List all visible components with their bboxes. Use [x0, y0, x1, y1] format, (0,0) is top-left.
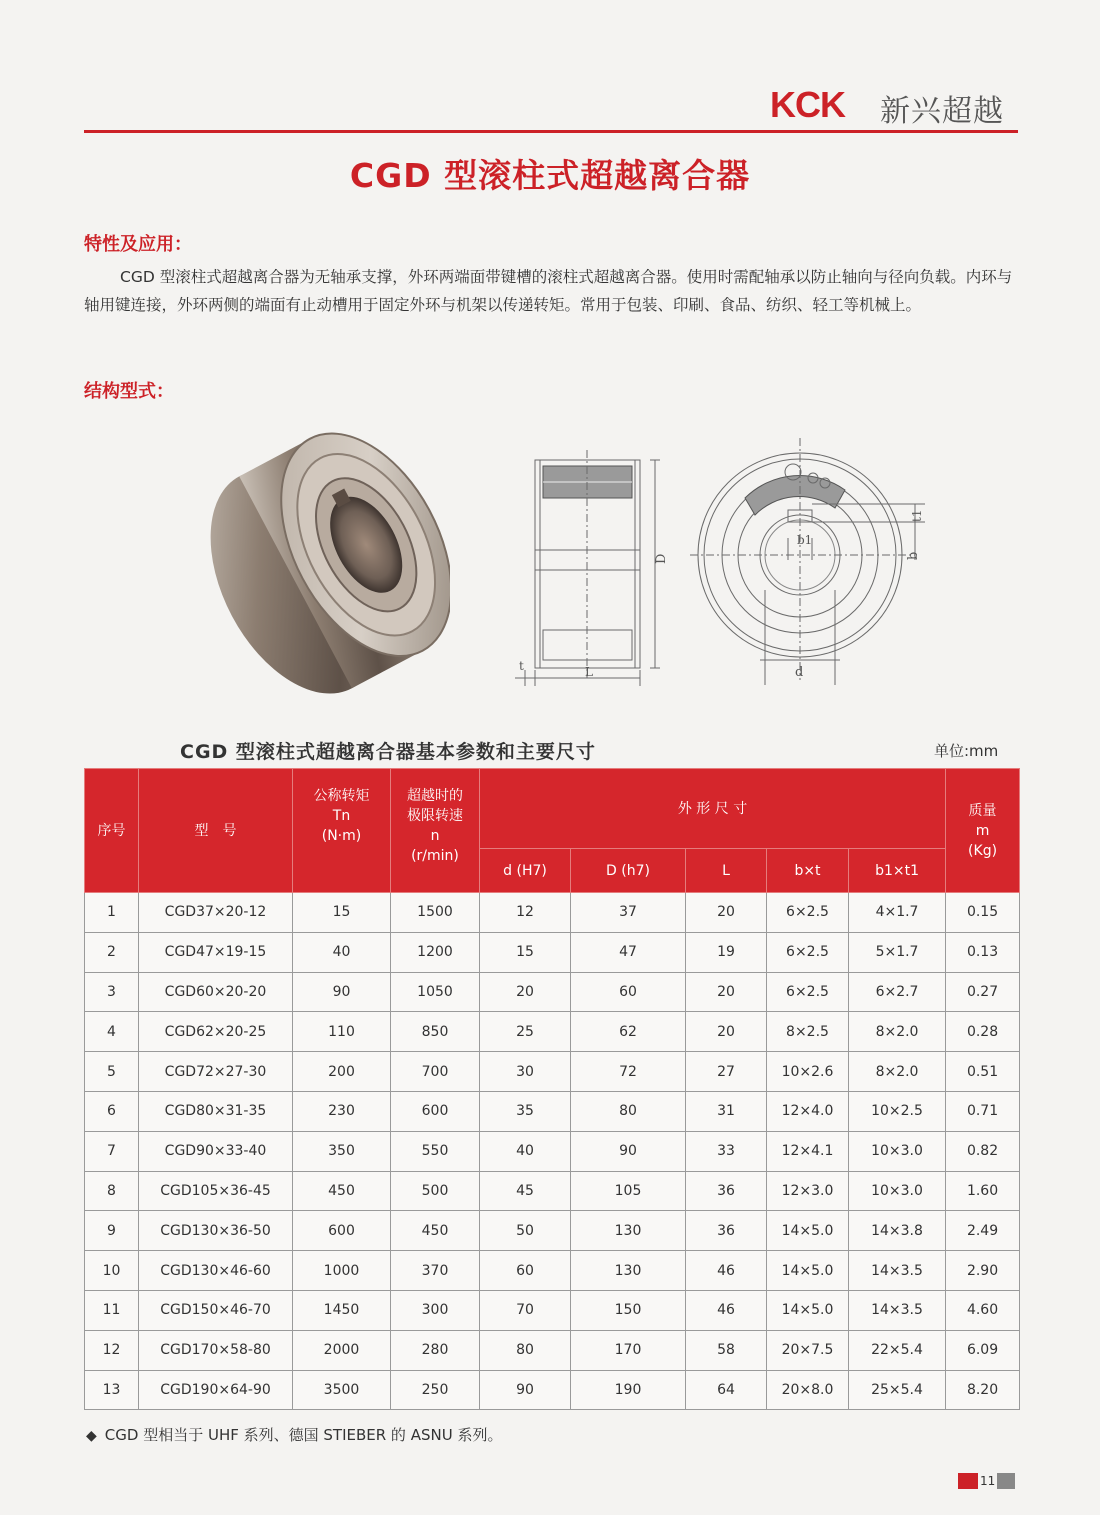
- table-cell: 700: [391, 1052, 480, 1092]
- table-cell: 80: [571, 1091, 686, 1131]
- table-cell: 850: [391, 1012, 480, 1052]
- table-row: [85, 1052, 1020, 1092]
- table-cell: CGD130×46-60: [139, 1251, 293, 1291]
- table-cell: 6×2.5: [767, 932, 849, 972]
- table-cell: 2000: [293, 1330, 391, 1370]
- header-bxt: b×t: [767, 849, 849, 893]
- header-dimensions: 外 形 尺 寸: [480, 769, 946, 849]
- table-cell: 250: [391, 1370, 480, 1410]
- table-cell: 5×1.7: [849, 932, 946, 972]
- table-cell: 45: [480, 1171, 571, 1211]
- table-cell: CGD37×20-12: [139, 893, 293, 933]
- table-cell: 35: [480, 1091, 571, 1131]
- page-number: 11: [958, 1473, 1015, 1489]
- brand-name: 新兴超越: [880, 94, 1004, 129]
- table-row: [85, 1091, 1020, 1131]
- table-cell: 80: [480, 1330, 571, 1370]
- table-cell: 60: [480, 1251, 571, 1291]
- table-row: [85, 932, 1020, 972]
- table-cell: CGD47×19-15: [139, 932, 293, 972]
- table-cell: 190: [571, 1370, 686, 1410]
- table-cell: CGD80×31-35: [139, 1091, 293, 1131]
- header-seq: 序号: [85, 769, 139, 893]
- label-D: D: [654, 553, 669, 564]
- table-cell: 20: [686, 893, 767, 933]
- table-cell: CGD190×64-90: [139, 1370, 293, 1410]
- table-cell: 14×5.0: [767, 1251, 849, 1291]
- header-rule: [84, 130, 1018, 133]
- table-cell: 2.90: [946, 1251, 1020, 1291]
- table-cell: 450: [391, 1211, 480, 1251]
- features-heading: 特性及应用：: [84, 234, 192, 255]
- table-cell: 64: [686, 1370, 767, 1410]
- table-cell: 33: [686, 1131, 767, 1171]
- table-row: [85, 1370, 1020, 1410]
- table-cell: 15: [480, 932, 571, 972]
- table-cell: 0.27: [946, 972, 1020, 1012]
- footnote-bullet: ◆: [86, 1428, 97, 1444]
- table-row: [85, 1251, 1020, 1291]
- table-cell: 105: [571, 1171, 686, 1211]
- table-row: [85, 1330, 1020, 1370]
- table-cell: 90: [293, 972, 391, 1012]
- table-cell: 370: [391, 1251, 480, 1291]
- table-cell: 8: [85, 1171, 139, 1211]
- table-cell: 2: [85, 932, 139, 972]
- table-cell: 200: [293, 1052, 391, 1092]
- table-cell: CGD90×33-40: [139, 1131, 293, 1171]
- unit-note: 单位:mm: [934, 742, 999, 760]
- header-L: L: [686, 849, 767, 893]
- table-cell: 1200: [391, 932, 480, 972]
- table-cell: 170: [571, 1330, 686, 1370]
- table-cell: 6×2.5: [767, 972, 849, 1012]
- table-cell: CGD170×58-80: [139, 1330, 293, 1370]
- table-cell: 300: [391, 1290, 480, 1330]
- table-cell: 12×4.1: [767, 1131, 849, 1171]
- table-cell: 14×5.0: [767, 1290, 849, 1330]
- table-cell: 37: [571, 893, 686, 933]
- table-cell: 1500: [391, 893, 480, 933]
- table-cell: 600: [391, 1091, 480, 1131]
- table-cell: 14×5.0: [767, 1211, 849, 1251]
- table-cell: 12×4.0: [767, 1091, 849, 1131]
- table-cell: 7: [85, 1131, 139, 1171]
- structure-drawing: [505, 430, 945, 690]
- table-cell: 500: [391, 1171, 480, 1211]
- table-cell: 20: [686, 1012, 767, 1052]
- table-cell: 58: [686, 1330, 767, 1370]
- header-torque: 公称转矩 Tn (N·m): [293, 769, 391, 893]
- table-cell: 600: [293, 1211, 391, 1251]
- header-b1xt1: b1×t1: [849, 849, 946, 893]
- table-cell: 2.49: [946, 1211, 1020, 1251]
- table-cell: CGD150×46-70: [139, 1290, 293, 1330]
- table-cell: 62: [571, 1012, 686, 1052]
- table-cell: 25×5.4: [849, 1370, 946, 1410]
- table-cell: 4×1.7: [849, 893, 946, 933]
- table-cell: 12: [480, 893, 571, 933]
- header-d: d (H7): [480, 849, 571, 893]
- header-mass: 质量 m (Kg): [946, 769, 1020, 893]
- label-L: L: [585, 665, 593, 679]
- table-cell: 14×3.5: [849, 1251, 946, 1291]
- table-cell: 6×2.5: [767, 893, 849, 933]
- table-cell: 14×3.5: [849, 1290, 946, 1330]
- footnote: [86, 1424, 502, 1445]
- label-b1: b1: [797, 533, 813, 547]
- table-cell: 31: [686, 1091, 767, 1131]
- table-cell: 11: [85, 1290, 139, 1330]
- table-cell: 10: [85, 1251, 139, 1291]
- table-cell: 19: [686, 932, 767, 972]
- table-cell: 20: [686, 972, 767, 1012]
- table-cell: 40: [480, 1131, 571, 1171]
- table-cell: 8×2.0: [849, 1052, 946, 1092]
- table-cell: 12: [85, 1330, 139, 1370]
- table-cell: 20×7.5: [767, 1330, 849, 1370]
- table-cell: 3: [85, 972, 139, 1012]
- table-cell: 36: [686, 1211, 767, 1251]
- table-cell: 0.71: [946, 1091, 1020, 1131]
- table-cell: 72: [571, 1052, 686, 1092]
- table-cell: 1: [85, 893, 139, 933]
- table-cell: 30: [480, 1052, 571, 1092]
- table-cell: 110: [293, 1012, 391, 1052]
- table-cell: 6: [85, 1091, 139, 1131]
- table-cell: 22×5.4: [849, 1330, 946, 1370]
- footnote-text: CGD 型相当于 UHF 系列、德国 STIEBER 的 ASNU 系列。: [104, 1426, 503, 1444]
- table-cell: 20×8.0: [767, 1370, 849, 1410]
- table-row: [85, 1211, 1020, 1251]
- table-cell: 8.20: [946, 1370, 1020, 1410]
- table-cell: 6×2.7: [849, 972, 946, 1012]
- table-cell: 10×3.0: [849, 1131, 946, 1171]
- clutch-photo: [180, 410, 450, 700]
- table-cell: 5: [85, 1052, 139, 1092]
- table-cell: 0.51: [946, 1052, 1020, 1092]
- table-cell: 130: [571, 1211, 686, 1251]
- table-cell: CGD130×36-50: [139, 1211, 293, 1251]
- header-D: D (h7): [571, 849, 686, 893]
- table-cell: 10×2.6: [767, 1052, 849, 1092]
- table-row: [85, 1012, 1020, 1052]
- table-cell: 70: [480, 1290, 571, 1330]
- table-cell: 90: [571, 1131, 686, 1171]
- table-cell: 8×2.5: [767, 1012, 849, 1052]
- table-cell: 12×3.0: [767, 1171, 849, 1211]
- table-cell: 14×3.8: [849, 1211, 946, 1251]
- table-cell: 0.82: [946, 1131, 1020, 1171]
- table-cell: 6.09: [946, 1330, 1020, 1370]
- table-row: [85, 1290, 1020, 1330]
- table-cell: CGD60×20-20: [139, 972, 293, 1012]
- table-cell: CGD105×36-45: [139, 1171, 293, 1211]
- table-cell: 46: [686, 1290, 767, 1330]
- table-cell: 36: [686, 1171, 767, 1211]
- table-cell: 13: [85, 1370, 139, 1410]
- table-row: [85, 893, 1020, 933]
- label-t1: t1: [910, 509, 924, 522]
- features-description: CGD 型滚柱式超越离合器为无轴承支撑，外环两端面带键槽的滚柱式超越离合器。使用时需配轴承以防止轴向与径向负载。内环与轴用键连接，外环两侧的端面有止动槽用于固定外环与机架以传递转矩。常用于包装、印刷、食品、纺织、轻工等机械上。: [84, 268, 1013, 314]
- table-cell: 550: [391, 1131, 480, 1171]
- table-cell: 90: [480, 1370, 571, 1410]
- table-cell: 0.15: [946, 893, 1020, 933]
- table-cell: 150: [571, 1290, 686, 1330]
- table-cell: 1000: [293, 1251, 391, 1291]
- table-cell: 130: [571, 1251, 686, 1291]
- table-cell: 8×2.0: [849, 1012, 946, 1052]
- table-cell: 4.60: [946, 1290, 1020, 1330]
- label-t: t: [519, 659, 524, 673]
- table-cell: 1050: [391, 972, 480, 1012]
- table-cell: 60: [571, 972, 686, 1012]
- table-cell: 20: [480, 972, 571, 1012]
- page-title: CGD 型滚柱式超越离合器: [349, 156, 751, 195]
- table-row: [85, 972, 1020, 1012]
- table-cell: 0.13: [946, 932, 1020, 972]
- label-b: b: [906, 551, 921, 560]
- table-cell: CGD62×20-25: [139, 1012, 293, 1052]
- label-d: d: [795, 665, 804, 680]
- table-cell: 3500: [293, 1370, 391, 1410]
- table-cell: 25: [480, 1012, 571, 1052]
- header-model: 型 号: [139, 769, 293, 893]
- table-cell: 0.28: [946, 1012, 1020, 1052]
- table-cell: 10×3.0: [849, 1171, 946, 1211]
- table-cell: 40: [293, 932, 391, 972]
- table-cell: 15: [293, 893, 391, 933]
- brand-logo: KCK: [770, 84, 845, 125]
- table-cell: CGD72×27-30: [139, 1052, 293, 1092]
- table-cell: 1450: [293, 1290, 391, 1330]
- table-row: [85, 1131, 1020, 1171]
- table-cell: 50: [480, 1211, 571, 1251]
- table-cell: 10×2.5: [849, 1091, 946, 1131]
- table-cell: 47: [571, 932, 686, 972]
- spec-table: [84, 768, 1020, 1410]
- structure-heading: 结构型式：: [84, 381, 174, 402]
- table-row: [85, 1171, 1020, 1211]
- table-cell: 350: [293, 1131, 391, 1171]
- table-cell: 9: [85, 1211, 139, 1251]
- table-cell: 46: [686, 1251, 767, 1291]
- table-cell: 1.60: [946, 1171, 1020, 1211]
- table-cell: 450: [293, 1171, 391, 1211]
- table-cell: 230: [293, 1091, 391, 1131]
- table-cell: 4: [85, 1012, 139, 1052]
- table-title: CGD 型滚柱式超越离合器基本参数和主要尺寸: [180, 741, 596, 763]
- table-cell: 280: [391, 1330, 480, 1370]
- header-speed: 超越时的 极限转速 n (r/min): [391, 769, 480, 893]
- table-cell: 27: [686, 1052, 767, 1092]
